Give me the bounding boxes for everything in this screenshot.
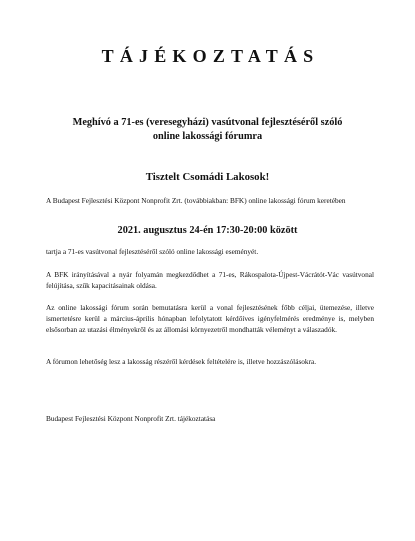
bfk-paragraph: A BFK irányításával a nyár folyamán megkezdődhet a 71-es, Rákospalota-Újpest-Vácrátót-Vác vasútvonal felújítása, szűk kapacitásainak oldása. xyxy=(46,270,374,290)
event-date: 2021. augusztus 24-én 17:30-20:00 között xyxy=(117,225,298,236)
signature: Budapest Fejlesztési Központ Nonprofit Zrt. tájékoztatása xyxy=(46,414,216,423)
document-title: TÁJÉKOZTATÁS xyxy=(101,46,320,66)
document-subtitle xyxy=(40,116,375,144)
forum-paragraph: Az online lakossági fórum során bemutatásra kerül a vonal fejlesztésének főbb céljai, ütemezése, illetve ismertetésre kerül a március-április hónapban lefolytatott kérdőíves igényfelmérés eredménye is, melyben elsősorban az utazási élményekről és az állomási környezetről mondhatták véleményt a válaszadók. xyxy=(46,303,374,334)
subtitle-line-2: online lakossági fórumra xyxy=(152,131,263,142)
event-paragraph: tartja a 71-es vasútvonal fejlesztéséről szóló online lakossági eseményét. xyxy=(46,247,259,256)
subtitle-line-1: Meghívó a 71-es (veresegyházi) vasútvonal fejlesztéséről szóló xyxy=(72,117,343,128)
questions-paragraph: A fórumon lehetőség lesz a lakosság részéről kérdések feltételére is, illetve hozzászólásokra. xyxy=(46,357,317,366)
greeting: Tisztelt Csomádi Lakosok! xyxy=(145,171,270,183)
intro-paragraph: A Budapest Fejlesztési Központ Nonprofit Zrt. (továbbiakban: BFK) online lakossági fórum keretében xyxy=(46,196,346,205)
